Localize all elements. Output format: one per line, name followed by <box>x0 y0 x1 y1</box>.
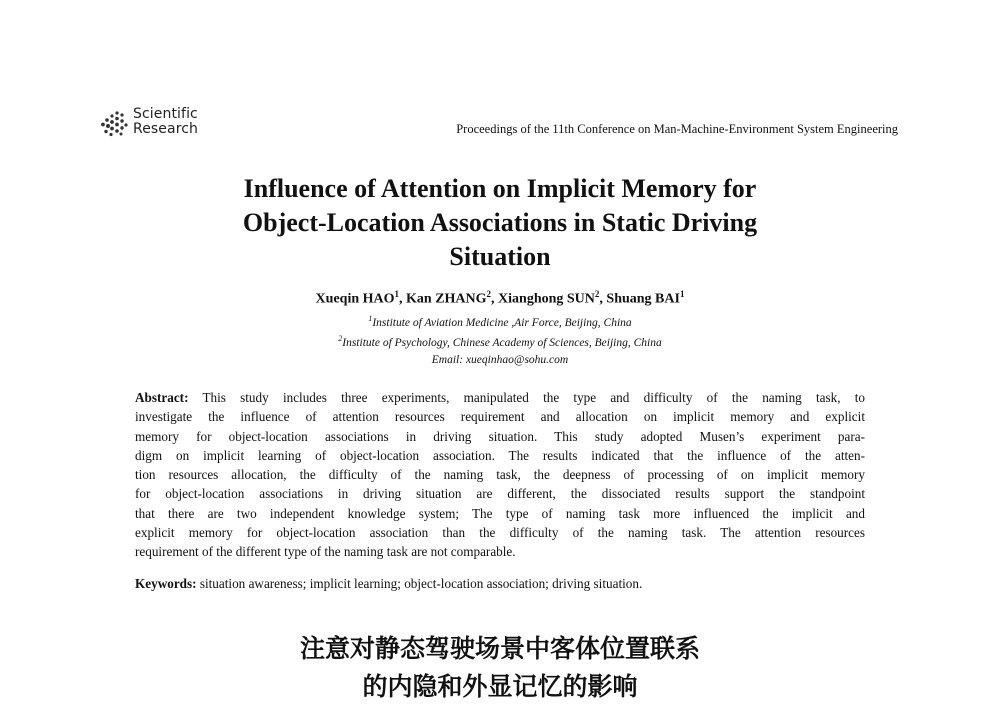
abstract-label: Abstract: <box>135 390 189 405</box>
keywords-block <box>135 576 865 592</box>
title-line-3: Situation <box>449 242 551 271</box>
chinese-title <box>150 630 850 706</box>
title-line-2: Object-Location Associations in Static Driving <box>242 208 758 237</box>
logo-line-scientific: Scientific <box>133 106 198 122</box>
affiliation-mark: 2 <box>338 334 343 343</box>
chinese-title-line-2: 的内隐和外显记忆的影响 <box>362 672 638 701</box>
author-separator: , <box>491 291 499 307</box>
affiliation-1 <box>150 314 850 329</box>
logo-text <box>133 107 198 137</box>
abstract-line: for object-location associations in driving situation are different, the dissociated results support the standpoint <box>135 486 865 502</box>
abstract-line: explicit memory for object-location association than the difficulty of the naming task. The attention resources <box>135 525 865 541</box>
keywords-label: Keywords: <box>135 576 197 591</box>
abstract-block <box>135 388 865 562</box>
paper-title <box>150 172 850 274</box>
proceedings-header: Proceedings of the 11th Conference on Man-Machine-Environment System Engineering <box>456 122 898 136</box>
author-affil-mark: 1 <box>679 289 685 299</box>
logo-line-research: Research <box>133 121 199 137</box>
abstract-line: memory for object-location associations in driving situation. This study adopted Musen’s experiment para- <box>135 428 865 444</box>
author-affil-mark: 2 <box>594 289 600 299</box>
scientific-research-logo-icon <box>100 110 130 138</box>
page-header <box>100 104 900 144</box>
chinese-title-line-1: 注意对静态驾驶场景中客体位置联系 <box>299 634 700 663</box>
abstract-line: tion resources allocation, the difficulty of the naming task, the deepness of processing of on implicit memory <box>135 467 865 483</box>
author-separator: , <box>399 291 407 307</box>
abstract-line: digm on implicit learning of object-location association. The results indicated that the influence of the atten- <box>135 447 865 463</box>
abstract-line: that there are two independent knowledge system; The type of naming task more influenced the implicit and <box>135 505 865 521</box>
abstract-line: investigate the influence of attention resources requirement and allocation on implicit memory and explicit <box>135 409 865 425</box>
author-affil-mark: 2 <box>486 289 492 299</box>
scientific-research-logo <box>100 104 210 144</box>
author-list <box>150 289 850 308</box>
author-affil-mark: 1 <box>394 289 400 299</box>
email-address[interactable]: Email: xueqinhao@sohu.com <box>431 354 569 366</box>
abstract-text: This study includes three experiments, manipulated the type and difficulty of the naming task, to <box>202 390 866 405</box>
title-line-1: Influence of Attention on Implicit Memory for <box>243 174 757 203</box>
affiliation-text: Institute of Aviation Medicine ,Air Force, Beijing, China <box>372 316 632 329</box>
author-separator: , <box>599 291 607 307</box>
author-name: Kan ZHANG <box>406 291 487 307</box>
author-name: Xianghong SUN <box>498 291 595 307</box>
affiliation-mark: 1 <box>368 314 373 323</box>
abstract-line: requirement of the different type of the naming task are not comparable. <box>135 544 516 560</box>
author-name: Xueqin HAO <box>315 291 395 307</box>
affiliation-2 <box>150 334 850 349</box>
affiliation-text: Institute of Psychology, Chinese Academy of Sciences, Beijing, China <box>342 336 662 349</box>
keywords-text: situation awareness; implicit learning; object-location association; driving situation. <box>199 576 643 591</box>
author-name: Shuang BAI <box>606 291 680 307</box>
abstract-line <box>135 388 865 407</box>
